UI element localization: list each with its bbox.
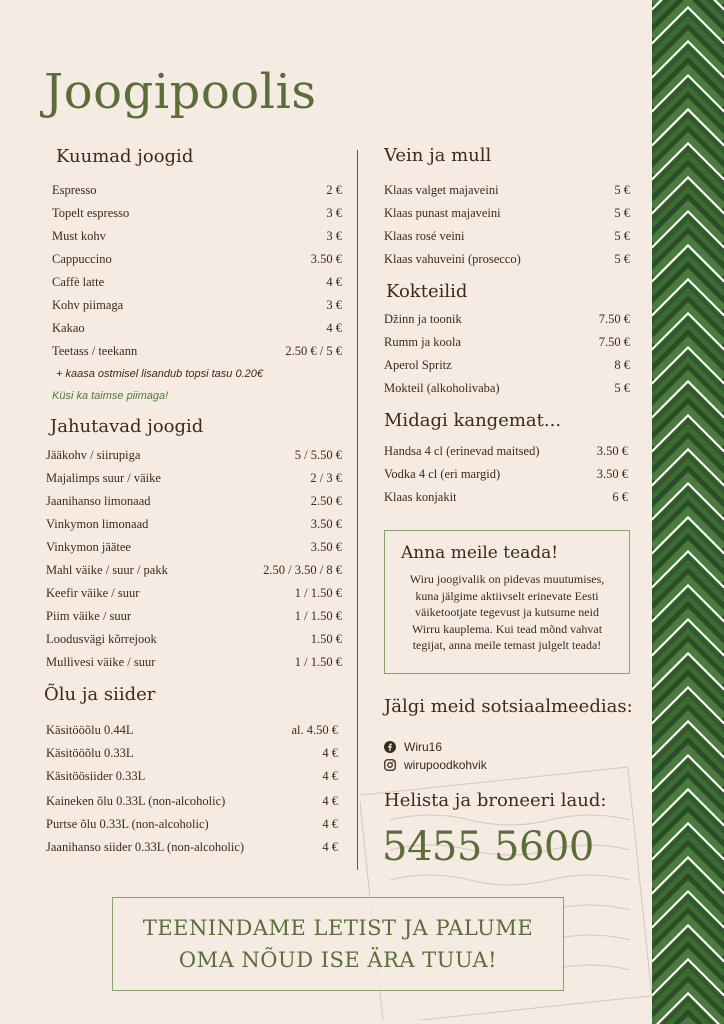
item-price: 6 €	[612, 490, 628, 504]
list-item	[384, 440, 628, 463]
list-item	[52, 271, 342, 294]
list-item	[46, 559, 342, 582]
item-price: 3.50 €	[310, 252, 342, 266]
item-name: Jääkohv / siirupiga	[46, 448, 141, 462]
item-price: 3 €	[326, 206, 342, 220]
item-price: 4 €	[322, 817, 338, 831]
item-price: 4 €	[322, 746, 338, 760]
item-name: Vodka 4 cl (eri margid)	[384, 467, 501, 481]
list-item	[46, 582, 342, 605]
chevron-stripe-decoration	[652, 0, 724, 1024]
service-notice-box	[112, 897, 564, 991]
item-price: 2 €	[326, 183, 342, 197]
item-price: 4 €	[326, 275, 342, 289]
section-heading-beer-cider: Õlu ja siider	[44, 684, 156, 705]
section-heading-cold-drinks: Jahutavad joogid	[50, 416, 204, 437]
list-item	[52, 179, 342, 202]
item-price: 3.50 €	[310, 540, 342, 554]
item-name: Rumm ja koola	[384, 335, 462, 349]
list-item	[46, 605, 342, 628]
item-name: Klaas valget majaveini	[384, 183, 499, 197]
list-item	[384, 179, 630, 202]
item-name: Piim väike / suur	[46, 609, 132, 623]
facebook-link[interactable]	[384, 738, 487, 756]
section-heading-cocktails: Kokteilid	[386, 281, 468, 302]
item-name: Kaineken õlu 0.33L (non-alcoholic)	[46, 794, 226, 808]
item-name: Vinkymon limonaad	[46, 517, 149, 531]
notice-line-2: OMA NÕUD ISE ÄRA TUUA!	[178, 948, 498, 972]
item-name: Keefir väike / suur	[46, 586, 140, 600]
feedback-text: Wiru joogivalik on pidevas muutumises, kuna jälgime aktiivselt erinevate Eesti väiketootjate tegevust ja kutsume neid Wirru kauplema. Kui tead mõnd vahvat tegijat, anna meile temast julgelt teada!	[409, 572, 605, 652]
section-heading-strong-drinks: Midagi kangemat...	[384, 410, 562, 431]
item-price: 1.50 €	[310, 632, 342, 646]
item-price: 2.50 €	[310, 494, 342, 508]
list-item	[46, 719, 338, 742]
item-price: 3 €	[326, 229, 342, 243]
list-item	[46, 628, 342, 651]
item-name: Käsitööõlu 0.44L	[46, 723, 134, 737]
item-price: 5 €	[614, 252, 630, 266]
list-item	[46, 651, 342, 674]
list-item	[46, 813, 338, 836]
item-price: 4 €	[322, 769, 338, 783]
item-price: 7.50 €	[598, 312, 630, 326]
item-name: Handsa 4 cl (erinevad maitsed)	[384, 444, 540, 458]
list-item	[52, 248, 342, 271]
hot-drinks-list	[52, 179, 342, 363]
facebook-handle: Wiru16	[404, 740, 443, 754]
item-price: 2 / 3 €	[310, 471, 342, 485]
social-heading: Jälgi meid sotsiaalmeedias:	[384, 696, 633, 717]
facebook-icon	[384, 741, 396, 753]
item-price: al. 4.50 €	[291, 723, 338, 737]
item-price: 4 €	[322, 794, 338, 808]
item-name: Džinn ja toonik	[384, 312, 462, 326]
item-price: 5 €	[614, 229, 630, 243]
list-item	[384, 308, 630, 331]
item-price: 1 / 1.50 €	[294, 586, 342, 600]
cup-fee-note: + kaasa ostmisel lisandub topsi tasu 0.20€	[56, 368, 263, 380]
item-price: 3.50 €	[596, 444, 628, 458]
item-name: Mokteil (alkoholivaba)	[384, 381, 500, 395]
list-item	[52, 202, 342, 225]
item-price: 5 €	[614, 206, 630, 220]
item-name: Loodusvägi kõrrejook	[46, 632, 157, 646]
list-item	[46, 790, 338, 813]
item-name: Jaanihanso limonaad	[46, 494, 151, 508]
notice-line-1: TEENINDAME LETIST JA PALUME	[142, 916, 534, 940]
column-divider	[357, 150, 358, 870]
list-item	[384, 248, 630, 271]
feedback-box	[384, 530, 630, 674]
item-price: 1 / 1.50 €	[294, 609, 342, 623]
list-item	[384, 463, 628, 486]
phone-number[interactable]: 5455 5600	[382, 824, 594, 870]
page-title: Joogipoolis	[44, 64, 317, 120]
item-price: 3 €	[326, 298, 342, 312]
item-name: Jaanihanso siider 0.33L (non-alcoholic)	[46, 840, 245, 854]
item-price: 3.50 €	[310, 517, 342, 531]
list-item	[46, 536, 342, 559]
list-item	[46, 444, 342, 467]
item-name: Klaas rosé veini	[384, 229, 465, 243]
item-price: 4 €	[326, 321, 342, 335]
list-item	[46, 836, 338, 859]
item-name: Caffè latte	[52, 275, 105, 289]
item-name: Topelt espresso	[52, 206, 130, 220]
item-name: Mullivesi väike / suur	[46, 655, 156, 669]
item-name: Majalimps suur / väike	[46, 471, 161, 485]
section-heading-hot-drinks: Kuumad joogid	[56, 146, 194, 167]
item-price: 2.50 € / 5 €	[285, 344, 342, 358]
item-name: Teetass / teekann	[52, 344, 138, 358]
list-item	[384, 202, 630, 225]
list-item	[46, 765, 338, 788]
list-item	[52, 317, 342, 340]
instagram-link[interactable]	[384, 756, 487, 774]
item-name: Klaas konjakit	[384, 490, 457, 504]
wine-list	[384, 179, 630, 271]
item-name: Cappuccino	[52, 252, 112, 266]
list-item	[46, 513, 342, 536]
item-name: Purtse õlu 0.33L (non-alcoholic)	[46, 817, 209, 831]
item-name: Klaas vahuveini (prosecco)	[384, 252, 521, 266]
cocktails-list	[384, 308, 630, 400]
list-item	[384, 486, 628, 509]
beer-cider-list	[46, 719, 338, 859]
item-price: 3.50 €	[596, 467, 628, 481]
item-price: 8 €	[614, 358, 630, 372]
strong-drinks-list	[384, 440, 628, 509]
list-item	[384, 354, 630, 377]
item-price: 5 €	[614, 381, 630, 395]
item-name: Käsitöösiider 0.33L	[46, 769, 146, 783]
item-name: Kakao	[52, 321, 85, 335]
list-item	[52, 294, 342, 317]
item-name: Aperol Spritz	[384, 358, 452, 372]
item-name: Espresso	[52, 183, 97, 197]
item-name: Must kohv	[52, 229, 106, 243]
item-price: 1 / 1.50 €	[294, 655, 342, 669]
item-price: 5 €	[614, 183, 630, 197]
section-heading-wine: Vein ja mull	[384, 145, 492, 166]
list-item	[384, 377, 630, 400]
item-price: 7.50 €	[598, 335, 630, 349]
item-name: Käsitööõlu 0.33L	[46, 746, 134, 760]
list-item	[52, 225, 342, 248]
item-name: Vinkymon jäätee	[46, 540, 131, 554]
list-item	[384, 225, 630, 248]
cold-drinks-list	[46, 444, 342, 674]
list-item	[384, 331, 630, 354]
item-name: Mahl väike / suur / pakk	[46, 563, 168, 577]
phone-heading: Helista ja broneeri laud:	[384, 790, 607, 811]
list-item	[46, 490, 342, 513]
feedback-heading: Anna meile teada!	[401, 543, 559, 563]
item-price: 4 €	[322, 840, 338, 854]
plant-milk-note: Küsi ka taimse piimaga!	[52, 390, 169, 402]
item-price: 5 / 5.50 €	[294, 448, 342, 462]
list-item	[46, 467, 342, 490]
instagram-icon	[384, 759, 396, 771]
item-name: Klaas punast majaveini	[384, 206, 501, 220]
item-price: 2.50 / 3.50 / 8 €	[263, 563, 342, 577]
social-links	[384, 738, 487, 774]
instagram-handle: wirupoodkohvik	[404, 758, 487, 772]
list-item	[52, 340, 342, 363]
item-name: Kohv piimaga	[52, 298, 124, 312]
list-item	[46, 742, 338, 765]
